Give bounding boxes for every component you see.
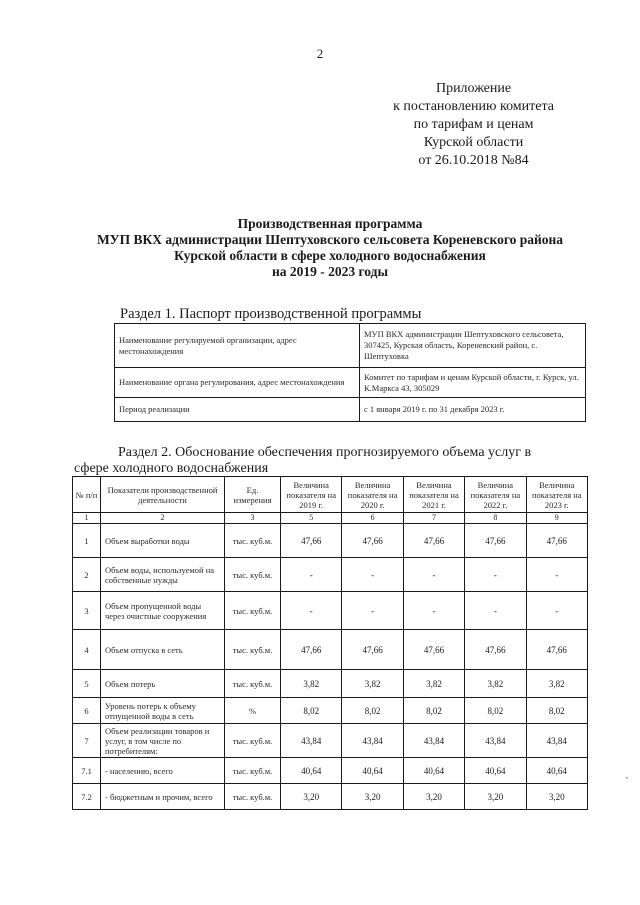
unit-cell: тыс. куб.м. [225,630,281,670]
column-number: 8 [465,513,526,524]
row-number: 5 [73,670,101,698]
value-cell: - [465,558,526,592]
row-number: 7.1 [73,758,101,784]
value-cell: 47,66 [465,630,526,670]
value-cell: 47,66 [342,630,403,670]
row-number: 3 [73,592,101,630]
document-title [60,216,600,280]
passport-row [115,398,586,422]
unit-cell: % [225,698,281,724]
value-cell: 8,02 [281,698,342,724]
unit-cell: тыс. куб.м. [225,784,281,810]
value-cell: 47,66 [526,630,587,670]
value-cell: 43,84 [403,724,464,758]
value-cell: 8,02 [342,698,403,724]
table-row [73,784,588,810]
unit-cell: тыс. куб.м. [225,558,281,592]
value-cell: - [281,558,342,592]
value-cell: 40,64 [403,758,464,784]
indicator-name: Объем пропущенной воды через очистные сооружения [101,592,225,630]
value-cell: - [342,592,403,630]
passport-value: Комитет по тарифам и ценам Курской области, г. Курск, ул. К.Маркса 43, 305029 [360,368,586,398]
passport-label: Наименование регулируемой организации, адрес местонахождения [115,324,360,368]
table-row [73,724,588,758]
production-table [72,476,588,810]
indicator-name: Объем потерь [101,670,225,698]
table-row [73,592,588,630]
value-cell: 43,84 [465,724,526,758]
unit-cell: тыс. куб.м. [225,724,281,758]
column-number: 9 [526,513,587,524]
header-cell: № п/п [73,477,101,513]
value-cell: - [526,558,587,592]
indicator-name: Уровень потерь к объему отпущенной воды в сеть [101,698,225,724]
section2-heading [74,445,586,477]
value-cell: 43,84 [281,724,342,758]
passport-label: Наименование органа регулирования, адрес местонахождения [115,368,360,398]
section2-heading-line: Раздел 2. Обоснование обеспечения прогнозируемого объема услуг в [118,445,532,460]
header-cell: Показатели производственной деятельности [101,477,225,513]
unit-cell: тыс. куб.м. [225,758,281,784]
value-cell: 40,64 [465,758,526,784]
value-cell: 47,66 [403,524,464,558]
passport-table [114,323,586,422]
row-number: 7 [73,724,101,758]
table-row [73,670,588,698]
value-cell: 47,66 [281,524,342,558]
table-row [73,698,588,724]
indicator-name: Объем выработки воды [101,524,225,558]
passport-row [115,368,586,398]
indicator-name: Объем отпуска в сеть [101,630,225,670]
value-cell: 3,20 [403,784,464,810]
column-number: 7 [403,513,464,524]
column-number-row [73,513,588,524]
row-number: 1 [73,524,101,558]
value-cell: 40,64 [281,758,342,784]
table-row [73,558,588,592]
title-line: Курской области в сфере холодного водоснабжения [174,248,486,263]
column-number: 3 [225,513,281,524]
header-cell: Величина показателя на 2021 г. [403,477,464,513]
appendix-line: Приложение [435,81,512,96]
value-cell: 3,82 [342,670,403,698]
title-line: Производственная программа [237,216,423,231]
indicator-name: Объем воды, используемой на собственные нужды [101,558,225,592]
title-line: МУП ВКХ администрации Шептуховского сельсовета Кореневского района [96,232,564,247]
appendix-line: по тарифам и ценам [413,117,534,132]
passport-value: с 1 января 2019 г. по 31 декабря 2023 г. [360,398,586,422]
header-cell: Величина показателя на 2020 г. [342,477,403,513]
value-cell: 8,02 [465,698,526,724]
margin-mark: , [625,770,628,780]
value-cell: 47,66 [281,630,342,670]
indicator-name: - населению, всего [101,758,225,784]
passport-label: Период реализации [115,398,360,422]
value-cell: 8,02 [526,698,587,724]
row-number: 4 [73,630,101,670]
value-cell: 3,82 [403,670,464,698]
value-cell: - [403,592,464,630]
column-number: 1 [73,513,101,524]
table-row [73,630,588,670]
value-cell: 3,20 [281,784,342,810]
appendix-line: к постановлению комитета [393,99,554,114]
value-cell: - [403,558,464,592]
value-cell: 43,84 [526,724,587,758]
appendix-line: от 26.10.2018 №84 [418,153,529,168]
value-cell: 3,20 [465,784,526,810]
section2-heading-line: сфере холодного водоснабжения [74,461,269,476]
column-number: 2 [101,513,225,524]
header-cell: Ед. измерения [225,477,281,513]
row-number: 6 [73,698,101,724]
row-number: 2 [73,558,101,592]
value-cell: - [281,592,342,630]
passport-row [115,324,586,368]
unit-cell: тыс. куб.м. [225,524,281,558]
unit-cell: тыс. куб.м. [225,670,281,698]
value-cell: - [526,592,587,630]
table-row [73,524,588,558]
indicator-name: - бюджетным и прочим, всего [101,784,225,810]
header-cell: Величина показателя на 2019 г. [281,477,342,513]
value-cell: 47,66 [526,524,587,558]
value-cell: 40,64 [526,758,587,784]
value-cell: 3,20 [526,784,587,810]
table-header-row [73,477,588,513]
value-cell: 47,66 [403,630,464,670]
appendix-block [393,80,554,170]
value-cell: 47,66 [342,524,403,558]
value-cell: 47,66 [465,524,526,558]
column-number: 6 [342,513,403,524]
passport-value: МУП ВКХ администрации Шептуховского сельсовета, 307425, Курская область, Кореневский район, с. Шептуховка [360,324,586,368]
value-cell: 43,84 [342,724,403,758]
header-cell: Величина показателя на 2022 г. [465,477,526,513]
appendix-line: Курской области [423,135,524,150]
section1-heading: Раздел 1. Паспорт производственной программы [120,306,422,322]
unit-cell: тыс. куб.м. [225,592,281,630]
indicator-name: Объем реализации товаров и услуг, в том числе по потребителям: [101,724,225,758]
page-number: 2 [316,46,324,61]
table-row [73,758,588,784]
column-number: 5 [281,513,342,524]
value-cell: - [465,592,526,630]
value-cell: 3,82 [465,670,526,698]
value-cell: 8,02 [403,698,464,724]
value-cell: 3,82 [281,670,342,698]
row-number: 7.2 [73,784,101,810]
value-cell: 3,82 [526,670,587,698]
value-cell: - [342,558,403,592]
value-cell: 3,20 [342,784,403,810]
title-line: на 2019 - 2023 годы [271,264,389,279]
value-cell: 40,64 [342,758,403,784]
header-cell: Величина показателя на 2023 г. [526,477,587,513]
